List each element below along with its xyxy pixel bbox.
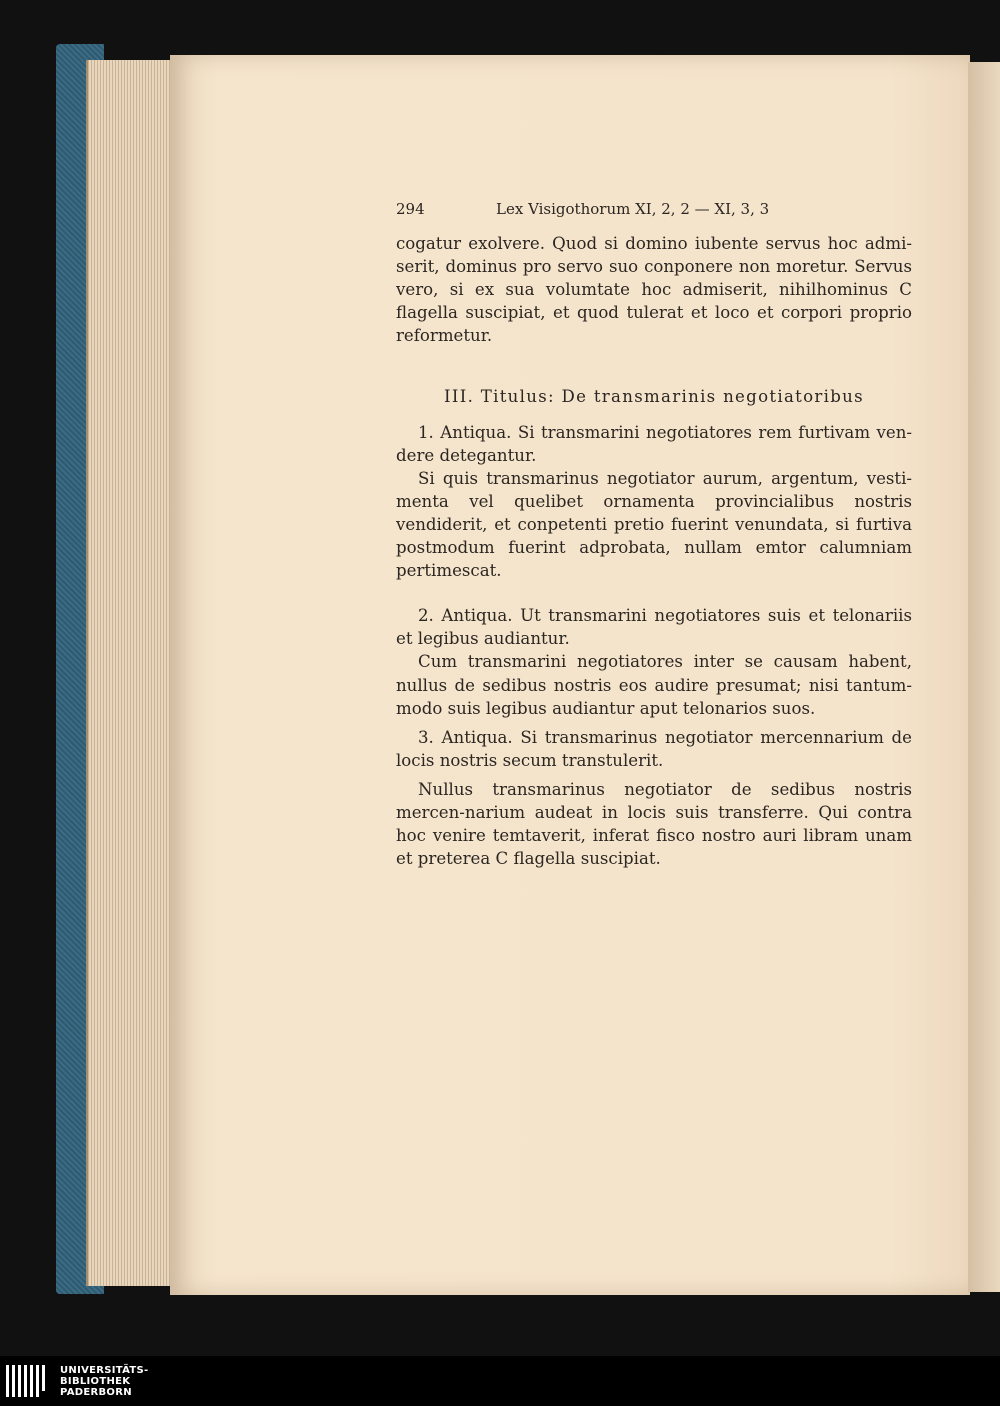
law-heading: 3. Antiqua. Si transmarinus negotiator mercennarium de locis nostris secum transtulerit.: [396, 727, 912, 770]
law-text: Nullus transmarinus negotiator de sedibus nostris mercen-narium audeat in locis suis transferre. Qui contra hoc venire temtaverit, inferat fisco nostro auri libram unam et preterea C flagella suscipiat.: [396, 779, 912, 869]
page-content: [396, 198, 912, 870]
section-title: III. Titulus: De transmarinis negotiatoribus: [444, 387, 864, 407]
logo-line: UNIVERSITÄTS-: [60, 1364, 149, 1376]
page-number: 294: [396, 200, 425, 218]
facing-page-edge: [968, 62, 1000, 1292]
law-text: Si quis transmarinus negotiator aurum, argentum, vesti-menta vel quelibet ornamenta provincialibus nostris vendiderit, et conpetenti pretio fuerint venundata, si furtiva postmodum fuerint adprobata, nullam emtor calumniam pertimescat.: [396, 468, 912, 581]
library-barcode-logo-icon: [6, 1361, 50, 1401]
continuation-paragraph: cogatur exolvere. Quod si domino iubente servus hoc admi-serit, dominus pro servo suo conponere non moretur. Servus vero, si ex sua volumtate hoc admiserit, nihilhominus C flagella suscipiat, et quod tulerat et loco et corpori proprio reformetur.: [396, 234, 912, 346]
law-heading: 2. Antiqua. Ut transmarini negotiatores suis et telonariis et legibus audiantur.: [396, 606, 912, 649]
library-logo-text: [60, 1365, 149, 1398]
logo-line: PADERBORN: [60, 1386, 132, 1398]
page-stack-edges: [86, 60, 178, 1286]
library-footer: [0, 1356, 1000, 1406]
law-text: Cum transmarini negotiatores inter se causam habent, nullus de sedibus nostris eos audire presumat; nisi tantum-modo suis legibus audiantur aput telonarios suos.: [396, 652, 912, 718]
law-heading: 1. Antiqua. Si transmarini negotiatores rem furtivam ven-dere detegantur.: [396, 422, 912, 465]
running-title: Lex Visigothorum XI, 2, 2 — XI, 3, 3: [496, 200, 770, 218]
running-head: [396, 198, 912, 222]
logo-line: BIBLIOTHEK: [60, 1375, 131, 1387]
